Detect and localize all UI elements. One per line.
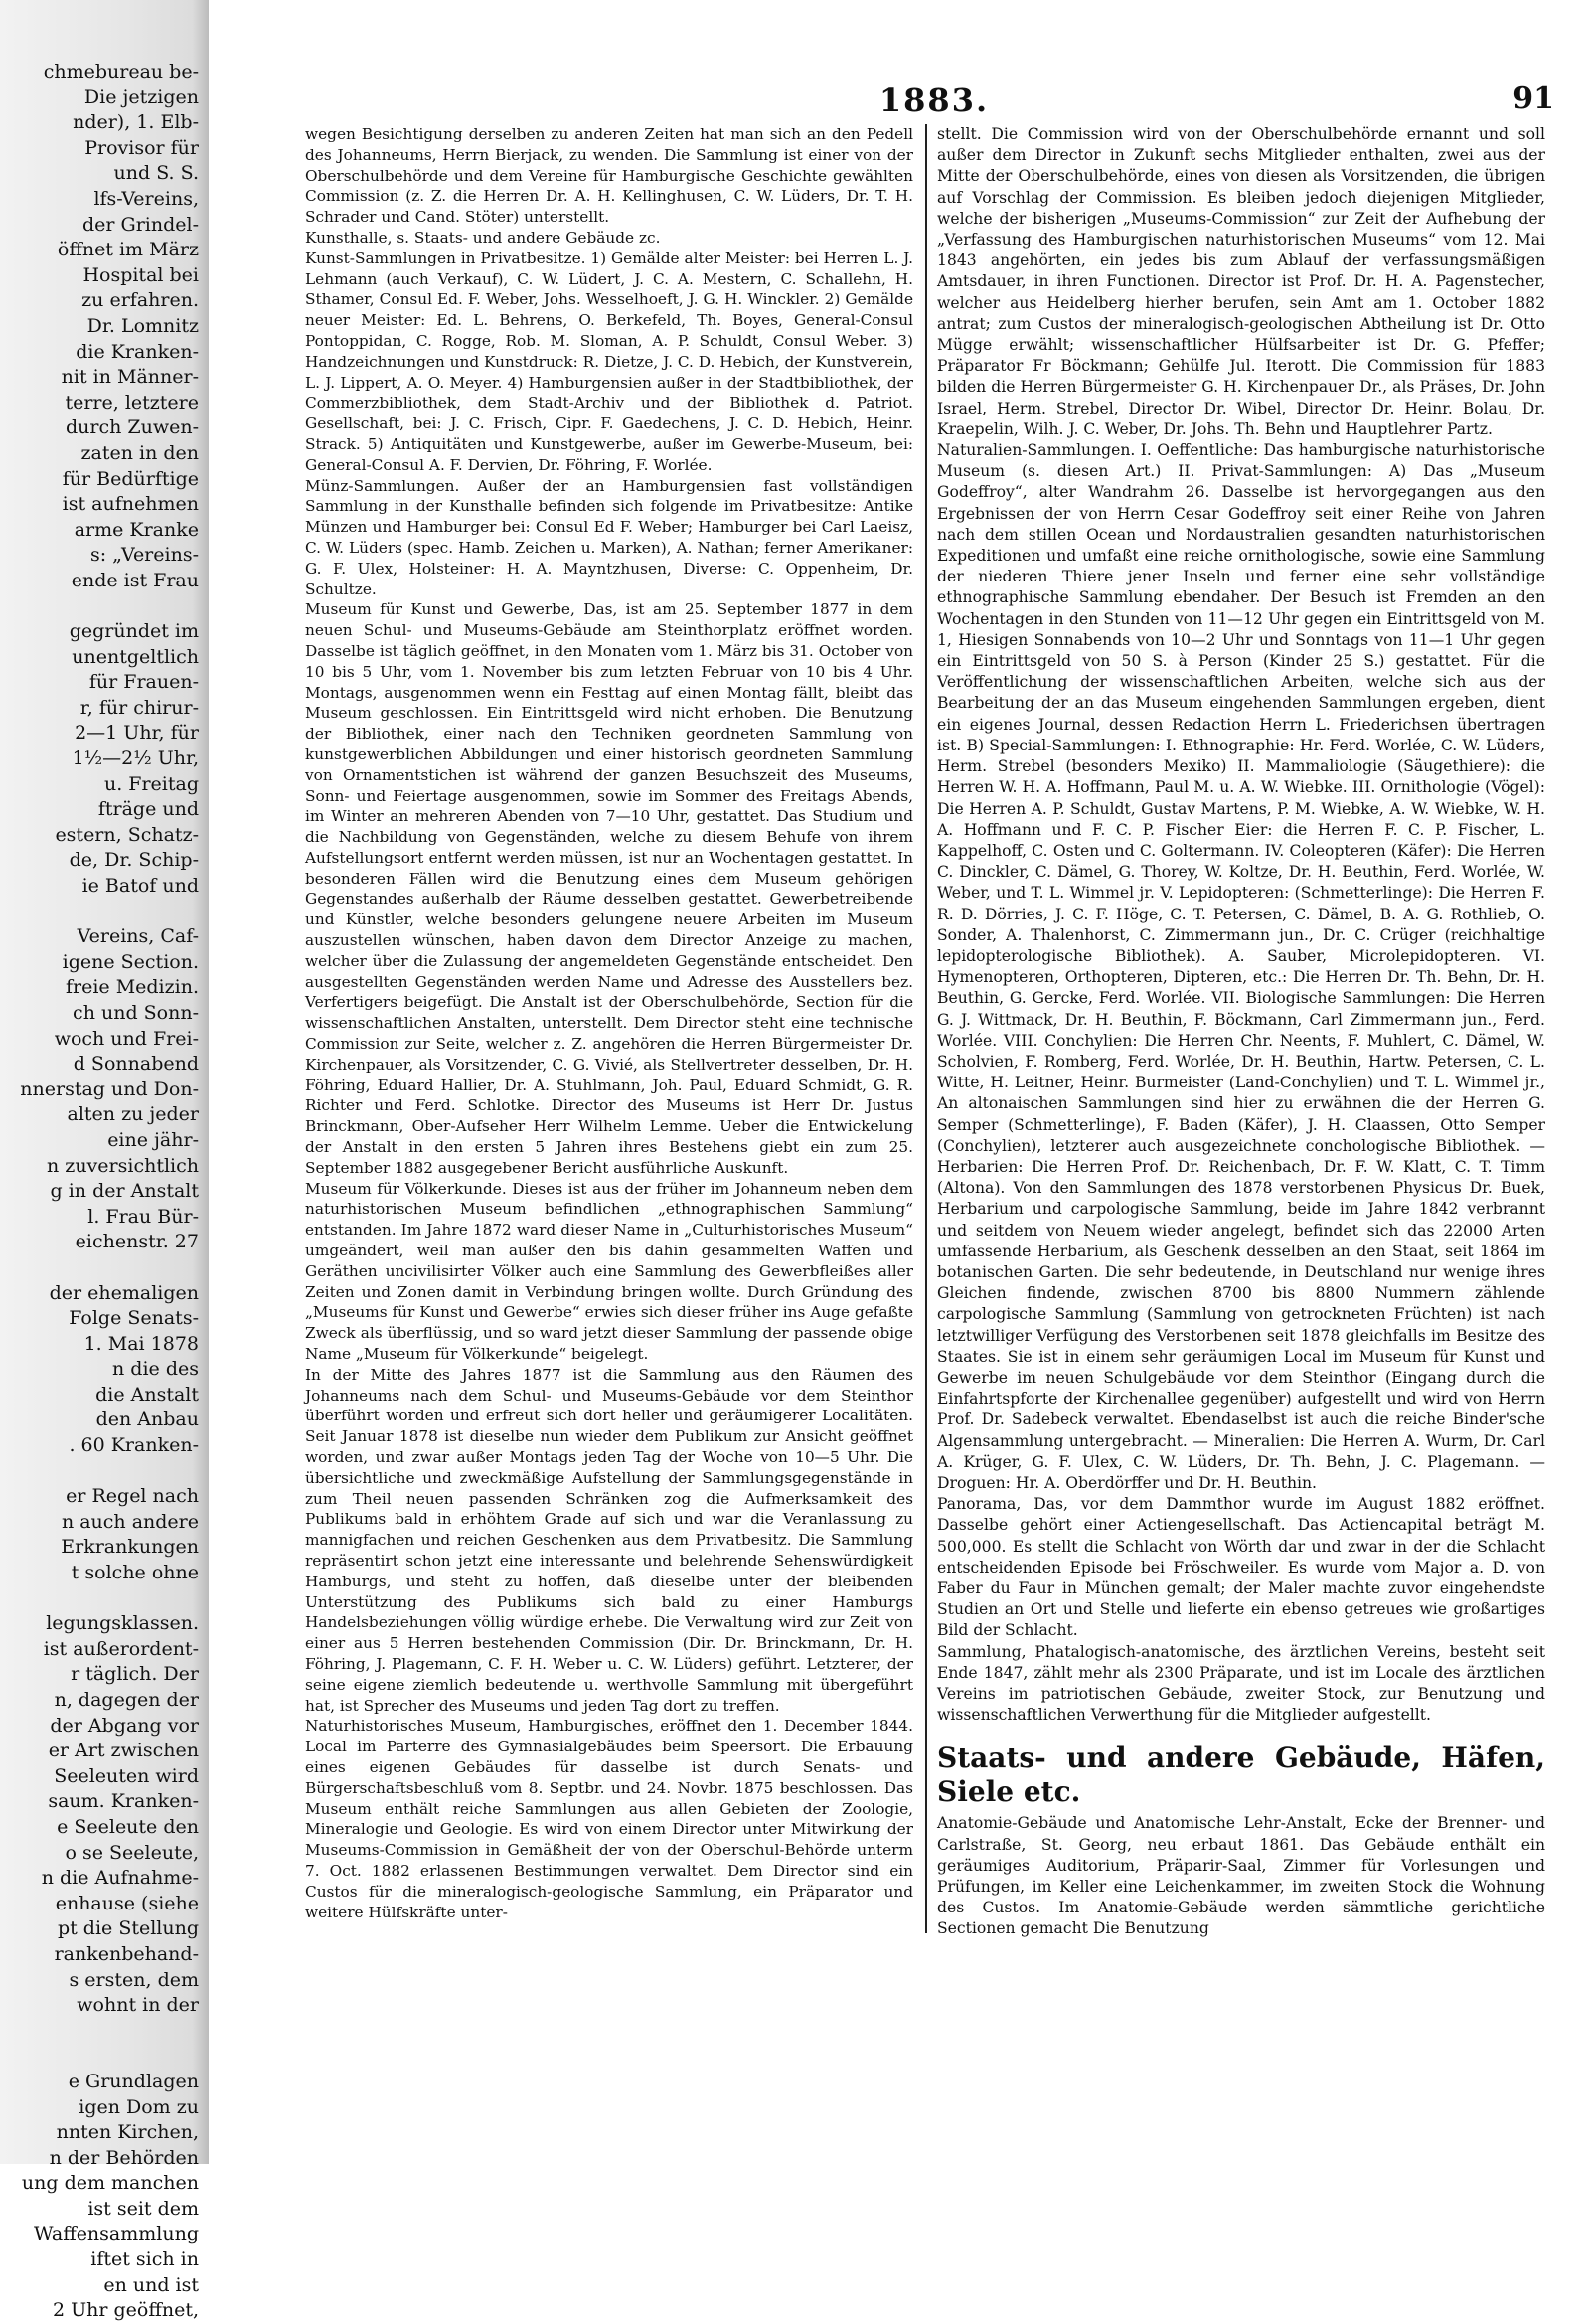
gutter-line: Provisor für [84,136,199,159]
gutter-line: woch und Frei- [54,1027,199,1050]
gutter-line: öffnet im März [57,239,199,261]
gutter-line: arme Kranke [74,518,199,541]
left-paragraph: In der Mitte des Jahres 1877 ist die Sammlung aus den Räumen des Johanneums nach dem Schul- und Museums-Gebäude vor dem Steinthor überführt worden und erfreut sich dort heller und geräumigerer Localitäten. Seit Januar 1878 ist dieselbe nun wieder dem Publikum zur Ansicht geöffnet worden, und zwar außer Montags jeden Tag der Woche von 10—5 Uhr. Die übersichtliche und zweckmäßige Aufstellung der Sammlungsgegenstände in zum Theil neuen passenden Schränken zog die Aufmerksamkeit des Publikums bald in erhöhtem Grade auf sich und war die Veranlassung zu mannigfachen und reichen Geschenken aus dem Privatbesitz. Die Sammlung repräsentirt schon jetzt eine interessante und belehrende Sehenswürdigkeit Hamburgs, und steht zu hoffen, daß dieselbe unter der bleibenden Unterstützung des Publikums sich bald zu einer Hamburgs Handelsbeziehungen völlig würdige erhebe. Die Verwaltung wird zur Zeit von einer aus 5 Herren bestehenden Commission (Dir. Dr. Brinckmann, Dr. H. Föhring, J. Plagemann, C. F. H. Weber u. C. W. Lüders) geführt. Letzterer, der seine eigene ziemlich bedeutende u. werthvolle Sammlung mit übergeführt hat, ist Sprecher des Museums und jeden Tag dort zu treffen. [305,1365,913,1715]
gutter-line: ch und Sonn- [73,1001,199,1024]
right-paragraph: stellt. Die Commission wird von der Oberschulbehörde ernannt und soll außer dem Director in Zukunft sechs Mitglieder enthalten, zwei aus der Mitte der Oberschulbehörde, eines von diesen als Vorsitzenden, die übrigen auf Vorschlag der Commission. Es bleiben jedoch diejenigen Mitglieder, welche der bisherigen „Museums-Commission“ zur Zeit der Aufhebung der „Verfassung des Hamburgischen naturhistorischen Museums“ vom 12. Mai 1843 angehörten, ein jedes bis zum Ablauf der verfassungsmäßigen Amtsdauer, in ihren Functionen. Director ist Prof. Dr. H. A. Pagenstecher, welcher aus Heidelberg hierher berufen, sein Amt am 1. October 1882 antrat; zum Custos der mineralogisch-geologischen Abtheilung ist Dr. Otto Mügge erwählt; wissenschaftlicher Hülfsarbeiter ist Dr. G. Pfeffer; Präparator Fr Böckmann; Gehülfe Jul. Iterott. Die Commission für 1883 bilden die Herren Bürgermeister G. H. Kirchenpauer Dr., als Präses, Dr. John Israel, Herm. Strebel, Director Dr. Wibel, Director Dr. Heinr. Bolau, Dr. Kraepelin, Wilh. J. C. Weber, Dr. Johs. Th. Behn und Hauptlehrer Partz. [937,125,1545,438]
gutter-line: u. Freitag [103,772,199,795]
right-paragraph: Panorama, Das, vor dem Dammthor wurde im August 1882 eröffnet. Dasselbe gehört einer Actiengesellschaft. Das Actiencapital beträgt M. 500,000. Es stellt die Schlacht von Wörth dar und zwar in der die Schlacht entscheidenden Episode bei Fröschweiler. Es wurde vom Major a. D. von Faber du Faur in München gemalt; der Maler machte zuvor eingehendste Studien an Ort und Stelle und lieferte ein ebenso getreues wie großartiges Bild der Schlacht. [937,1495,1545,1640]
paragraph-anatomie: Anatomie-Gebäude und Anatomische Lehr-Anstalt, Ecke der Brenner- und Carlstraße, St. Georg, neu erbaut 1861. Das Gebäude enthält ein geräumiges Auditorium, Präparir-Saal, Zimmer für Vorlesungen und Prüfungen, im Keller eine Leichenkammer, im zweiten Stock die Wohnung des Custos. Im Anatomie-Gebäude werden sämmtliche gerichtliche Sectionen gemacht Die Benutzung [937,1814,1545,1938]
gutter-line: e Seeleute den [57,1815,199,1838]
gutter-line: r täglich. Der [71,1663,199,1686]
gutter-line: Vereins, Caf- [77,925,199,948]
gutter-line: gegründet im [69,620,199,643]
gutter-line: fträge und [97,798,199,821]
gutter-line: terre, letztere [65,391,199,414]
right-column [937,124,1545,1940]
right-paragraph: Sammlung, Phatalogisch-anatomische, des ärztlichen Vereins, besteht seit Ende 1847, zählt mehr als 2300 Präparate, und ist im Locale des ärztlichen Vereins im patriotischen Gebäude, zweiter Stock, zur Benutzung und wissenschaftlichen Verwerthung für die Mitglieder aufgestellt. [937,1642,1545,1725]
gutter-line: zaten in den [80,441,199,464]
gutter-line [0,2019,199,2045]
gutter-line: Dr. Lomnitz [86,314,199,337]
gutter-line: der ehemaligen [49,1281,199,1304]
gutter-line: nnten Kirchen, [56,2121,199,2144]
gutter-line: der Abgang vor [50,1714,199,1737]
gutter-line: igene Section. [62,950,199,973]
gutter-line: e Grundlagen [68,2070,199,2092]
gutter-line: Folge Senats- [69,1307,199,1330]
gutter-line: 1½—2½ Uhr, [72,747,199,770]
previous-page-text-fragments [0,60,199,2324]
gutter-line: unentgeltlich [72,645,199,668]
left-paragraph: Kunsthalle, s. Staats- und andere Gebäude zc. [305,228,661,247]
gutter-line: die Kranken- [76,340,199,363]
gutter-line: s: „Vereins- [89,544,199,567]
right-paragraph: Naturalien-Sammlungen. I. Oeffentliche: Das hamburgische naturhistorische Museum (s. diesen Art.) II. Privat-Sammlungen: A) Das „Museum Godeffroy“, alter Wandrahm 26. Dasselbe ist hervorgegangen aus den Ergebnissen der von Herrn Cesar Godeffroy seit einer Reihe von Jahren nach dem stillen Ocean und Nordaustralien gesandten naturhistorischen Expeditionen und umfaßt eine reiche ornithologische, sowie eine Sammlung der niederen Thiere jener Inseln und ferner eine sehr vollständige ethnographische Sammlung ebendaher. Der Besuch ist Fremden an den Wochentagen in den Stunden von 11—12 Uhr gegen ein Eintrittsgeld von M. 1, Hiesigen Sonnabends von 10—2 Uhr und Sonntags von 11—1 Uhr gegen ein Eintrittsgeld von 50 S. à Person (Kinder 25 S.) gestattet. Für die Veröffentlichung der wissenschaftlichen Arbeiten, welche sich aus der Bearbeitung der an das Museum eingehenden Sammlungen ergeben, dient ein eigenes Journal, dessen Redaction Herrn L. Friederichsen übertragen ist. B) Special-Sammlungen: I. Ethnographie: Hr. Ferd. Worlée, C. W. Lüders, Herm. Strebel (besonders Mexiko) II. Mammaliologie (Säugethiere): die Herren W. H. A. Hoffmann, Paul M. u. A. W. Wiebke. III. Ornithologie (Vögel): Die Herren A. P. Schuldt, Gustav Martens, P. M. Wiebke, A. W. Wiebke, W. H. A. Hoffmann und F. C. P. Fischer Eier: die Herren F. C. P. Fischer, L. Kappelhoff, C. Osten und C. Goltermann. IV. Coleopteren (Käfer): Die Herren C. Dinckler, C. Dämel, G. Thorey, W. Koltze, Dr. H. Beuthin, Ferd. Worlée, W. Weber, und T. L. Wimmel jr. V. Lepidopteren: (Schmetterlinge): Die Herren F. R. D. Dörries, J. C. F. Höge, C. T. Petersen, C. Dämel, B. A. G. Rothlieb, O. Sonder, A. Thalenhorst, C. Zimmermann jun., Dr. C. Crüger (reichhaltige lepidopterologische Bibliothek). A. Sauber, Microlepidopteren. VI. Hymenopteren, Orthopteren, Dipteren, etc.: Die Herren Dr. Th. Behn, Dr. H. Beuthin, G. Gercke, Ferd. Worlée. VII. Biologische Sammlungen: Die Herren G. J. Wittmack, Dr. H. Beuthin, F. Böckmann, Carl Zimmermann jun., Ferd. Worlée. VIII. Conchylien: Die Herren Chr. Neents, F. Muhlert, C. Dämel, W. Scholvien, F. Romberg, Ferd. Worlée, Dr. H. Beuthin, Hartw. Petersen, C. L. Witte, H. Leitner, Heinr. Burmeister (Land-Conchylien) und T. L. Wimmel jr., An altonaischen Sammlungen sind hier zu erwähnen die der Herren G. Semper (Schmetterlinge), F. Baden (Käfer), J. H. Claassen, Otto Semper (Conchylien), letzterer auch ausgezeichnete conchologische Bibliothek. — Herbarien: Die Herren Prof. Dr. Reichenbach, Dr. F. W. Klatt, C. T. Timm (Altona). Von den Sammlungen des 1878 verstorbenen Physicus Dr. Buek, Herbarium und carpologische Sammlung, beide im Jahre 1842 verbrannt und seitdem von Neuem wieder angelegt, befindet sich das 22000 Arten umfassende Herbarium, als Geschenk desselben an den Staat, seit 1864 im botanischen Garten. Die sehr bedeutende, in Deutschland nur wenige ihres Gleichen findende, zwischen 8700 bis 8800 Nummern zählende carpologische Sammlung (Sammlung von getrockneten Früchten) ist nach letztwilliger Verfügung des Verstorbenen seit 1878 gleichfalls im Besitze des Staates. Sie ist in einem sehr geräumigen Local im Museum für Kunst und Gewerbe im neuen Schulgebäude vor dem Steinthor (Eingang durch die Einfahrtspforte der Kirchenallee gegenüber) aufgestellt und wird von Herrn Prof. Dr. Sadebeck verwaltet. Ebendaselbst ist auch die reiche Binder'sche Algensammlung untergebracht. — Mineralien: Die Herren A. Wurm, Dr. Carl A. Krüger, G. F. Ulex, C. W. Lüders, Dr. Th. Behn, J. C. Plagemann. — Droguen: Hr. A. Oberdörffer und Dr. H. Beuthin. [937,441,1545,1492]
gutter-line: n auch andere [61,1510,199,1533]
gutter-line: estern, Schatz- [55,823,199,846]
gutter-line: alten zu jeder [67,1103,199,1126]
gutter-line: 1. Mai 1878 [83,1332,199,1355]
gutter-line: n die Aufnahme- [41,1867,199,1890]
gutter-line: n der Behörden [49,2146,199,2169]
gutter-line: de, Dr. Schip- [69,849,199,872]
gutter-line: für Bedürftige [62,467,199,490]
gutter-line: . 60 Kranken- [69,1434,199,1457]
gutter-line: igen Dom zu [79,2095,199,2118]
gutter-line: enhause (siehe [55,1892,199,1914]
gutter-line: iftet sich in [90,2248,199,2271]
gutter-line: d Sonnabend [73,1053,199,1076]
gutter-line: l. Frau Bür- [87,1205,199,1228]
gutter-line: r, für chirur- [80,696,199,719]
page-year: 1883. [878,82,990,119]
gutter-line [0,1459,199,1485]
left-paragraph: Museum für Völkerkunde. Dieses ist aus der früher im Johanneum neben dem naturhistorischen Museum befindlichen „ethnographischen Sammlung“ entstanden. Im Jahre 1872 ward dieser Name in „Culturhistorisches Museum“ umgeändert, weil man außer den bis dahin gesammelten Waffen und Geräthen uncivilisirter Völker auch eine Sammlung des Gewerbfleißes aller Zeiten und Zonen damit in Verbindung bringen wollte. Durch Gründung des „Museums für Kunst und Gewerbe“ erwies sich dieser früher ins Auge gefaßte Zweck als überflüssig, und so ward jetzt dieser Sammlung der passende obige Name „Museum für Völkerkunde“ beigelegt. [305,1179,913,1364]
previous-page-edge [0,0,209,2322]
gutter-line: g in der Anstalt [50,1180,199,1203]
gutter-line: der Grindel- [81,213,199,236]
gutter-line: n, dagegen der [54,1689,199,1711]
gutter-line: Hospital bei [82,263,199,286]
gutter-line: den Anbau [95,1409,199,1431]
gutter-line: n die des [112,1358,199,1381]
gutter-line: eine jähr- [107,1128,199,1151]
left-paragraph: Naturhistorisches Museum, Hamburgisches, eröffnet den 1. December 1844. Local im Parterre des Gymnasialgebäudes beim Speersort. Die Erbauung eines eigenen Gebäudes für dasselbe ist durch Senats- und Bürgerschaftsbeschluß vom 8. Septbr. und 24. Novbr. 1875 beschlossen. Das Museum enthält reiche Sammlungen aus allen Gebieten der Zoologie, Mineralogie und Geologie. Es wird von einem Director unter Mitwirkung der Museums-Commission in Gemäßheit der von der Oberschul-Behörde unterm 7. Oct. 1882 erlassenen Bestimmungen verwaltet. Dem Director sind ein Custos für die mineralogisch-geologische Sammlung, ein Präparator und weitere Hülfskräfte unter- [305,1717,913,1921]
gutter-line: ende ist Frau [71,569,199,591]
section-heading: Staats- und andere Gebäude, Häfen, Siele etc. [937,1742,1545,1809]
gutter-line: o se Seeleute, [65,1841,199,1864]
left-paragraph: Münz-Sammlungen. Außer der an Hamburgensien fast vollständigen Sammlung in der Kunsthalle befinden sich folgende im Privatbesitze: Antike Münzen und Hamburger bei: Consul Ed F. Weber; Hamburger bei Carl Laeisz, C. W. Lüders (spec. Hamb. Zeichen u. Marken), A. Nathan; ferner Amerikaner: G. F. Ulex, Holsteiner: H. A. Mayntzhusen, Diverse: C. Oppenheim, Dr. Schultze. [305,476,913,598]
right-column-paragraphs [937,124,1545,1726]
gutter-line: ist seit dem [87,2197,199,2220]
column-divider [925,124,927,1933]
gutter-line: und S. S. [113,162,199,185]
gutter-line [0,1586,199,1612]
gutter-line: ist außerordent- [43,1637,199,1660]
page-number: 91 [1512,82,1554,116]
gutter-line: er Regel nach [66,1485,199,1508]
gutter-line: pt die Stellung [57,1917,199,1940]
gutter-line: ist aufnehmen [62,493,199,516]
gutter-line: 2 Uhr geöffnet, [53,2299,199,2322]
gutter-line: lfs-Vereins, [93,187,199,210]
left-paragraph: Museum für Kunst und Gewerbe, Das, ist am 25. September 1877 in dem neuen Schul- und Museums-Gebäude am Steinthorplatz eröffnet worden. Dasselbe ist täglich geöffnet, in den Monaten vom 1. März bis 31. October von 10 bis 5 Uhr, vom 1. November bis zum letzten Februar von 10 bis 4 Uhr. Montags, ausgenommen wenn ein Festtag auf einen Montag fällt, bleibt das Museum geschlossen. Ein Eintrittsgeld wird nicht erhoben. Die Benutzung der Bibliothek, einer nach den Techniken geordneten Sammlung von kunstgewerblichen Abbildungen und einer historisch geordneten Sammlung von Ornamentstichen ist während der ganzen Besuchszeit des Museums, Sonn- und Feiertage ausgenommen, sowie im Sommer des Freitags Abends, im Winter an mehreren Abenden von 7—10 Uhr, gestattet. Das Studium und die Nachbildung von Gegenständen, welche zu diesem Behufe von ihrem Aufstellungsort entfernt werden müssen, ist nur an Wochentagen gestattet. In besonderen Fällen wird die Benutzung eines dem Museum gehörigen Gegenstandes außerhalb der Räume desselben gestattet. Gewerbetreibende und Künstler, welche besonders gelungene neuere Arbeiten im Museum auszustellen wünschen, haben davon dem Director Anzeige zu machen, welcher über die Zulassung der angemeldeten Gegenstände entscheidet. Den ausgestellten Gegenständen werden Name und Adresse des Ausstellers bez. Verfertigers beigefügt. Die Anstalt ist der Oberschulbehörde, Section für die wissenschaftlichen Anstalten, unterstellt. Dem Director steht eine technische Commission zur Seite, welcher z. Z. angehören die Herren Bürgermeister Dr. Kirchenpauer, als Vorsitzender, C. G. Vivié, als Stellvertreter desselben, Dr. H. Föhring, Eduard Hallier, Dr. A. Stuhlmann, Joh. Paul, Eduard Schmidt, G. R. Richter und Ferd. Schlotke. Director des Museums ist Herr Dr. Justus Brinckmann, Ober-Aufseher Herr Wilhelm Lemme. Ueber die Entwickelung der Anstalt in den ersten 5 Jahren ihres Bestehens giebt ein zum 25. September 1882 ausgegebener Bericht ausführliche Auskunft. [305,600,913,1177]
left-paragraph: wegen Besichtigung derselben zu anderen Zeiten hat man sich an den Pedell des Johanneums, Herrn Bierjack, zu wenden. Die Sammlung ist einer von der Oberschulbehörde und dem Vereine für Hamburgische Geschichte gewählten Commission (z. Z. die Herren Dr. A. H. Kellinghusen, C. W. Lüders, Dr. T. H. Schrader und Cand. Stöter) unterstellt. [305,125,913,227]
left-column [305,124,913,1922]
gutter-line: n zuversichtlich [47,1154,199,1177]
gutter-line [0,1255,199,1281]
left-paragraph: Kunst-Sammlungen in Privatbesitze. 1) Gemälde alter Meister: bei Herren L. J. Lehmann (auch Verkauf), C. W. Lüdert, J. C. A. Mestern, C. Schallehn, H. Sthamer, Consul Ed. F. Weber, Johs. Wesselhoeft, J. G. H. Winckler. 2) Gemälde neuer Meister: Ed. L. Behrens, O. Berkefeld, Th. Boyes, General-Consul Pontoppidan, C. Rogge, Rob. M. Sloman, A. P. Schuldt, Consul Weber. 3) Handzeichnungen und Kunstdruck: R. Dietze, J. C. D. Hebich, der Kunstverein, L. J. Lippert, A. O. Meyer. 4) Hamburgensien außer in der Stadtbibliothek, der Commerzbibliothek, dem Stadt-Archiv und der Bibliothek d. Patriot. Gesellschaft, bei: J. C. Frisch, Cipr. F. Gaedechens, J. C. D. Hebich, Heinr. Strack. 5) Antiquitäten und Kunstgewerbe, außer im Gewerbe-Museum, bei: General-Consul A. F. Dervien, Dr. Föhring, F. Worlée. [305,249,913,474]
gutter-line [0,2044,199,2070]
gutter-line: t solche ohne [71,1562,199,1584]
gutter-line: für Frauen- [88,671,199,694]
page-header [308,82,1560,121]
gutter-line: wohnt in der [77,1994,199,2017]
gutter-line: ung dem manchen [21,2172,199,2195]
gutter-line: rankenbehand- [54,1942,199,1965]
gutter-line: 2—1 Uhr, für [75,722,199,745]
gutter-line: saum. Kranken- [48,1790,199,1813]
document-page [209,0,1590,2164]
gutter-line: nit in Männer- [61,366,199,389]
gutter-line: nder), 1. Elb- [73,111,199,134]
gutter-line: eichenstr. 27 [75,1231,199,1253]
gutter-line: zu erfahren. [81,289,199,312]
gutter-line: Erkrankungen [61,1536,199,1559]
gutter-line: durch Zuwen- [65,416,199,439]
gutter-line [0,593,199,619]
gutter-line: Die jetzigen [83,85,199,108]
gutter-line: nnerstag und Don- [20,1078,199,1100]
gutter-line: die Anstalt [95,1383,199,1406]
gutter-line: er Art zwischen [48,1740,199,1762]
gutter-line: ie Batof und [81,875,199,897]
gutter-line: en und ist [103,2273,199,2296]
gutter-line: legungsklassen. [46,1612,199,1635]
gutter-line [0,900,199,925]
gutter-line: chmebureau be- [43,61,199,83]
gutter-line: s ersten, dem [69,1968,199,1991]
gutter-line: Waffensammlung [33,2223,199,2245]
gutter-line: freie Medizin. [65,976,199,999]
gutter-line: Seeleuten wird [54,1764,199,1787]
